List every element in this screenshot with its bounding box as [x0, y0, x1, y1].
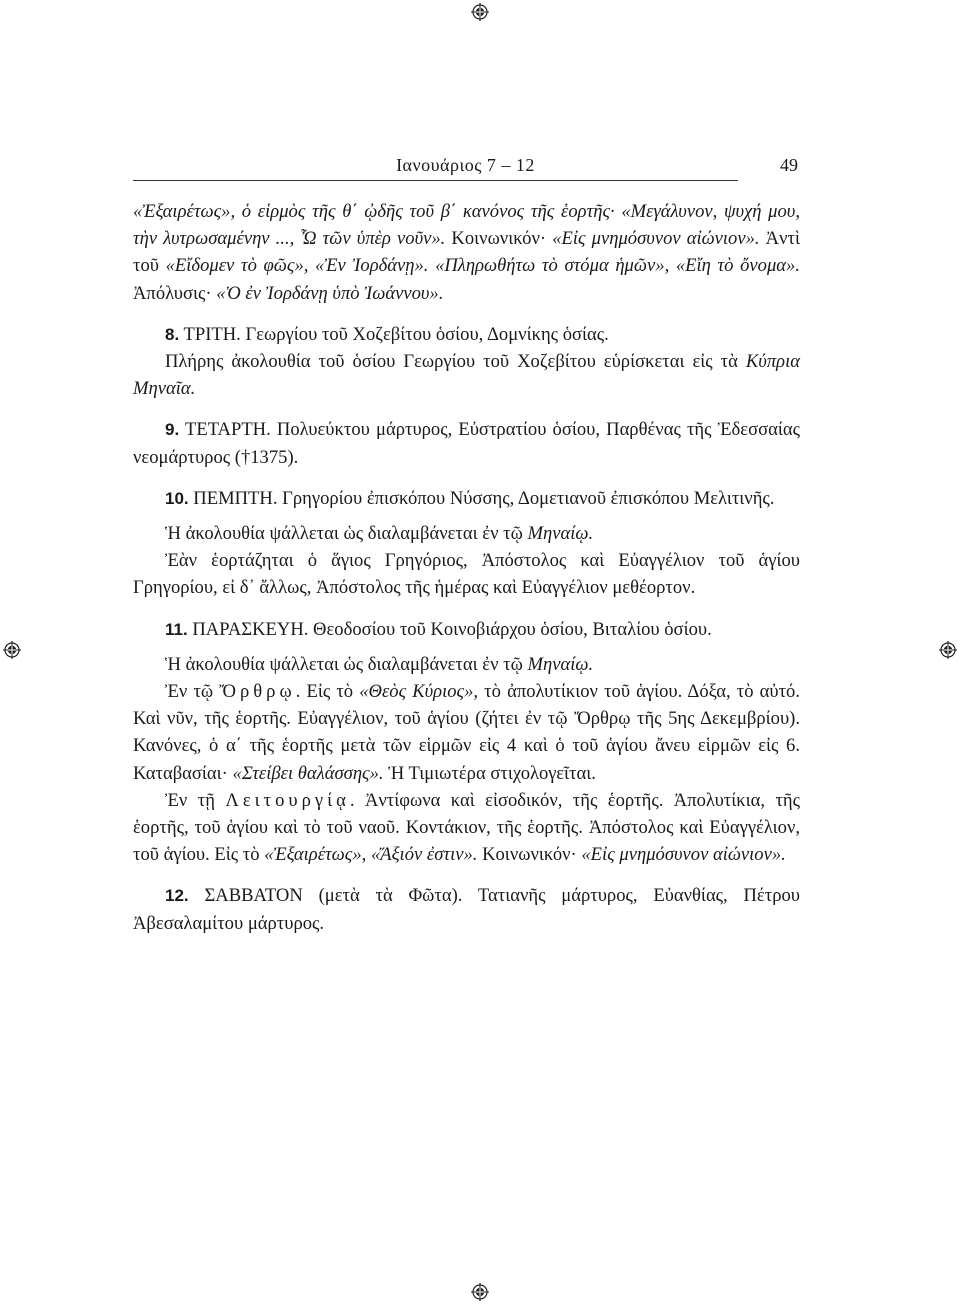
day-title: ΣΑΒΒΑΤΟΝ (μετὰ τὰ Φῶτα). Τατιανῆς μάρτυρος, Εὐανθίας, Πέτρου Ἀβεσαλαμίτου μάρτυρος.: [133, 885, 800, 934]
registration-mark-icon: [3, 641, 21, 659]
paragraph: [133, 520, 800, 547]
day-entry: [133, 882, 800, 936]
registration-mark-icon: [471, 1283, 489, 1301]
text: Ἐν τῇ: [165, 789, 226, 811]
paragraph: [133, 787, 800, 869]
italic-text: «Ὁ ἐν Ἰορδάνῃ ὑπὸ Ἰωάννου».: [216, 282, 444, 304]
italic-text: «Θεὸς Κύριος»,: [359, 681, 479, 703]
text: Ἐὰν ἑορτάζηται ὁ ἅγιος Γρηγόριος, Ἀπόστολος καὶ Εὐαγγέλιον τοῦ ἁγίου Γρηγορίου, εἰ δ᾽ ἄλλως, Ἀπόστολος τῆς ἡμέρας καὶ Εὐαγγέλιον μεθέορτον.: [133, 550, 800, 599]
page-body: [133, 198, 800, 937]
text: Ἐν τῷ: [165, 681, 220, 703]
day-number: 8.: [165, 324, 180, 344]
day-number: 11.: [165, 619, 188, 639]
text: Ἀπόλυσις·: [133, 282, 217, 304]
day-number: 12.: [165, 886, 189, 906]
italic-text: «Ἐξαιρέτως», «Ἄξιόν ἐστιν».: [264, 844, 478, 866]
registration-mark-icon: [471, 3, 489, 21]
day-entry: [133, 616, 800, 643]
text: Πλήρης ἀκολουθία τοῦ ὁσίου Γεωργίου τοῦ Χοζεβίτου εὑρίσκεται εἰς τὰ: [165, 351, 746, 373]
paragraph: [133, 651, 800, 678]
day-title: ΠΑΡΑΣΚΕΥΗ. Θεοδοσίου τοῦ Κοινοβιάρχου ὁσίου, Βιταλίου ὁσίου.: [187, 618, 712, 640]
page-header: [133, 153, 798, 183]
day-number: 10.: [165, 488, 189, 508]
text: . Εἰς τὸ: [295, 681, 360, 703]
text: Ἡ ἀκολουθία ψάλλεται ὡς διαλαμβάνεται ἐν τῷ: [165, 653, 528, 675]
running-head: Ιανουάριος 7 – 12: [396, 155, 535, 175]
day-title: ΤΡΙΤΗ. Γεωργίου τοῦ Χοζεβίτου ὁσίου, Δομνίκης ὁσίας.: [179, 323, 609, 345]
italic-text: Μηναίῳ.: [527, 523, 594, 545]
day-entry: [133, 416, 800, 470]
italic-text: Μηναίῳ.: [527, 653, 594, 675]
text: Κοινωνικόν·: [477, 844, 582, 866]
paragraph: [133, 348, 800, 402]
italic-text: «Ἐξαιρέτως», ὁ εἱρμὸς τῆς θ΄ ᾠδῆς τοῦ β΄ κανόνος τῆς ἑορτῆς· «Μεγάλυνον, ψυχή μου, τὴν λυτρωσαμένην ..., Ὦ τῶν ὑπὲρ νοῦν».: [133, 201, 800, 250]
day-entry: [133, 485, 800, 512]
header-rule: [133, 180, 738, 181]
italic-text: «Εἰς μνημόσυνον αἰώνιον».: [581, 844, 786, 866]
paragraph: [133, 678, 800, 787]
day-title: ΠΕΜΠΤΗ. Γρηγορίου ἐπισκόπου Νύσσης, Δομετιανοῦ ἐπισκόπου Μελιτινῆς.: [188, 487, 775, 509]
spaced-text: Λειτουργίᾳ: [225, 789, 350, 811]
text: Ἡ ἀκολουθία ψάλλεται ὡς διαλαμβάνεται ἐν τῷ: [165, 523, 528, 545]
text: τὸ ἀπολυτίκιον τοῦ ἁγίου. Δόξα, τὸ αὐτό. Καὶ νῦν, τῆς ἑορτῆς. Εὐαγγέλιον, τοῦ ἁγίου (ζήτει ἐν τῷ Ὄρθρῳ τῆς 5ης Δεκεμβρίου). Κανόνες, ὁ α΄ τῆς ἑορτῆς μετὰ τῶν εἱρμῶν εἰς 4 καὶ ὁ τοῦ ἁγίου ἄνευ εἱρμῶν εἰς 6. Καταβασίαι·: [133, 681, 801, 784]
text: Κοινωνικόν·: [445, 228, 553, 250]
text: Ἀντὶ τοῦ: [133, 228, 800, 277]
page-number: 49: [780, 155, 798, 175]
text: Ἡ Τιμιωτέρα στιχολογεῖται.: [383, 762, 596, 784]
spaced-text: Ὄρθρῳ: [219, 681, 296, 703]
italic-text: «Εἴδομεν τὸ φῶς», «Ἐν Ἰορδάνῃ». «Πληρωθήτω τὸ στόμα ἡμῶν», «Εἴη τὸ ὄνομα».: [165, 255, 800, 277]
italic-text: «Εἰς μνημόσυνον αἰώνιον».: [552, 228, 760, 250]
italic-text: «Στείβει θαλάσσης».: [232, 762, 384, 784]
day-entry: [133, 321, 800, 348]
registration-mark-icon: [939, 641, 957, 659]
day-title: ΤΕΤΑΡΤΗ. Πολυεύκτου μάρτυρος, Εὐστρατίου ὁσίου, Παρθένας τῆς Ἐδεσσαίας νεομάρτυρος (†1375).: [133, 419, 800, 468]
paragraph: [133, 198, 800, 307]
text: . Ἀντίφωνα καὶ εἰσοδικόν, τῆς ἑορτῆς. Ἀπολυτίκια, τῆς ἑορτῆς, τοῦ ἁγίου καὶ τὸ τοῦ ναοῦ. Κοντάκιον, τῆς ἑορτῆς. Ἀπόστολος καὶ Εὐαγγέλιον, τοῦ ἁγίου. Εἰς τὸ: [133, 789, 800, 866]
italic-text: Κύπρια Μηναῖα.: [133, 351, 800, 400]
day-number: 9.: [165, 420, 180, 440]
paragraph: [133, 547, 800, 601]
